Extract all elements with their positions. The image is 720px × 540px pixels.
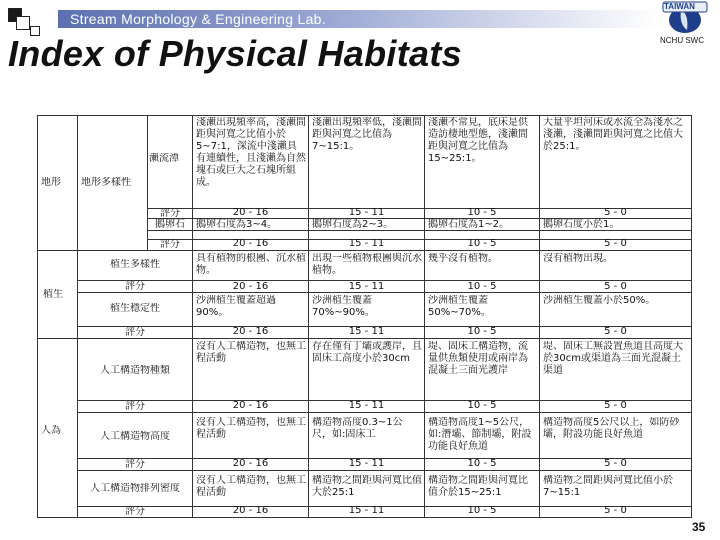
category-human: 人為 [41,425,61,436]
struct-height-desc-2: 構造物高度0.3~1公尺，如:固床工 [312,417,403,440]
struct-spacing-desc-2: 構造物之間距與河寬比值大於25:1 [312,475,422,498]
veg-div-desc-4: 沒有植物出現。 [543,253,613,264]
item-gravel: 鵝卵石 [155,219,185,230]
lab-subtitle: Stream Morphology & Engineering Lab. [70,11,326,27]
score-range: 20 - 16 [232,207,269,218]
sub-veg-stability: 植生穩定性 [110,303,160,314]
landform-desc-4: 大量平坦河床或水流全為淺水之淺瀨，淺瀨間距與河寬之比值大於25:1。 [543,117,683,152]
gravel-desc-3: 鵝卵石度為1~2。 [428,219,510,230]
score-range: 15 - 11 [348,238,385,249]
gravel-desc-4: 鵝卵石度小於1。 [543,219,620,230]
landform-desc-2: 淺瀨出現頻率低，淺瀨間距與河寬之比值為7~15:1。 [312,117,422,152]
struct-spacing-desc-1: 沒有人工構造物，也無工程活動 [196,475,306,498]
score-range: 5 - 0 [604,400,627,411]
score-range: 5 - 0 [604,326,627,337]
veg-stab-desc-1: 沙洲植生覆蓋超過90%。 [196,295,276,318]
score-label: 評分 [160,239,180,250]
sub-structure-height: 人工構造物高度 [100,431,170,442]
score-range: 15 - 11 [348,281,385,292]
sub-veg-diversity: 植生多樣性 [110,259,160,270]
score-range: 15 - 11 [348,400,385,411]
score-range: 15 - 11 [348,458,385,469]
veg-stab-desc-2: 沙洲植生覆蓋70%~90%。 [312,295,375,318]
score-range: 5 - 0 [604,238,627,249]
struct-height-desc-1: 沒有人工構造物，也無工程活動 [196,417,306,440]
corner-squares-icon [4,6,44,36]
sub-structure-spacing: 人工構造物排列密度 [90,483,180,494]
score-range: 10 - 5 [467,207,497,218]
score-label: 評分 [125,401,145,412]
gravel-desc-2: 鵝卵石度為2~3。 [312,219,394,230]
veg-stab-desc-3: 沙洲植生覆蓋50%~70%。 [428,295,491,318]
score-range: 20 - 16 [232,458,269,469]
score-range: 10 - 5 [467,458,497,469]
habitat-index-table [37,115,692,518]
score-range: 5 - 0 [604,505,627,516]
slide-title: Index of Physical Habitats [8,33,462,74]
score-range: 10 - 5 [467,505,497,516]
score-range: 20 - 16 [232,505,269,516]
score-range: 5 - 0 [604,458,627,469]
gravel-desc-1: 鵝卵石度為3~4。 [196,219,278,230]
score-range: 10 - 5 [467,238,497,249]
sub-landform-diversity: 地形多樣性 [81,177,131,188]
score-range: 10 - 5 [467,400,497,411]
sub-structure-type: 人工構造物種類 [100,365,170,376]
score-range: 5 - 0 [604,207,627,218]
struct-type-desc-4: 堤、固床工無設置魚道且高度大於30cm或渠道為三面光混凝土渠道 [543,341,683,376]
landform-desc-1: 淺瀨出現頻率高，淺瀨間距與河寬之比值小於5~7:1，深流中淺瀨具有連續性，且淺瀨為自然塊石或巨大之石塊所組成。 [196,117,306,188]
score-range: 20 - 16 [232,400,269,411]
score-range: 10 - 5 [467,326,497,337]
score-label: 評分 [125,459,145,470]
score-range: 20 - 16 [232,326,269,337]
score-label: 評分 [125,281,145,292]
score-range: 15 - 11 [348,505,385,516]
struct-type-desc-3: 堤、固床工構造物，流量供魚類使用或兩岸為混凝土三面光護岸 [428,341,528,376]
score-range: 10 - 5 [467,281,497,292]
veg-div-desc-1: 具有植物的根團、沉水植物。 [196,253,306,276]
category-vegetation: 植生 [43,289,63,300]
logo-text: TAIWAN [664,2,695,11]
struct-height-desc-3: 構造物高度1~5公尺，如:潛壩、節制壩，附設功能良好魚道 [428,417,532,452]
item-riffle-pool: 瀨流潭 [149,153,179,164]
landform-desc-3: 淺瀨不常見，底床是供造訪棲地型態，淺瀨間距與河寬之比值為15~25:1。 [428,117,528,164]
score-range: 5 - 0 [604,281,627,292]
struct-type-desc-2: 存在僅有丁壩或護岸，且固床工高度小於30cm [312,341,422,364]
score-range: 20 - 16 [232,238,269,249]
veg-stab-desc-4: 沙洲植生覆蓋小於50%。 [543,295,656,306]
score-range: 20 - 16 [232,281,269,292]
struct-spacing-desc-4: 構造物之間距與河寬比值小於7~15:1 [543,475,673,498]
logo-caption: NCHU SWC [660,36,704,45]
score-range: 15 - 11 [348,326,385,337]
score-label: 評分 [125,327,145,338]
score-range: 15 - 11 [348,207,385,218]
page-number: 35 [692,520,706,534]
veg-div-desc-3: 幾乎沒有植物。 [428,253,498,264]
score-label: 評分 [125,506,145,517]
struct-spacing-desc-3: 構造物之間距與河寬比值介於15~25:1 [428,475,528,498]
category-landform: 地形 [41,177,61,188]
score-label: 評分 [160,208,180,219]
struct-type-desc-1: 沒有人工構造物，也無工程活動 [196,341,306,364]
struct-height-desc-4: 構造物高度5公尺以上，如防砂壩，附設功能良好魚道 [543,417,680,440]
veg-div-desc-2: 出現一些植物根團與沉水植物。 [312,253,422,276]
